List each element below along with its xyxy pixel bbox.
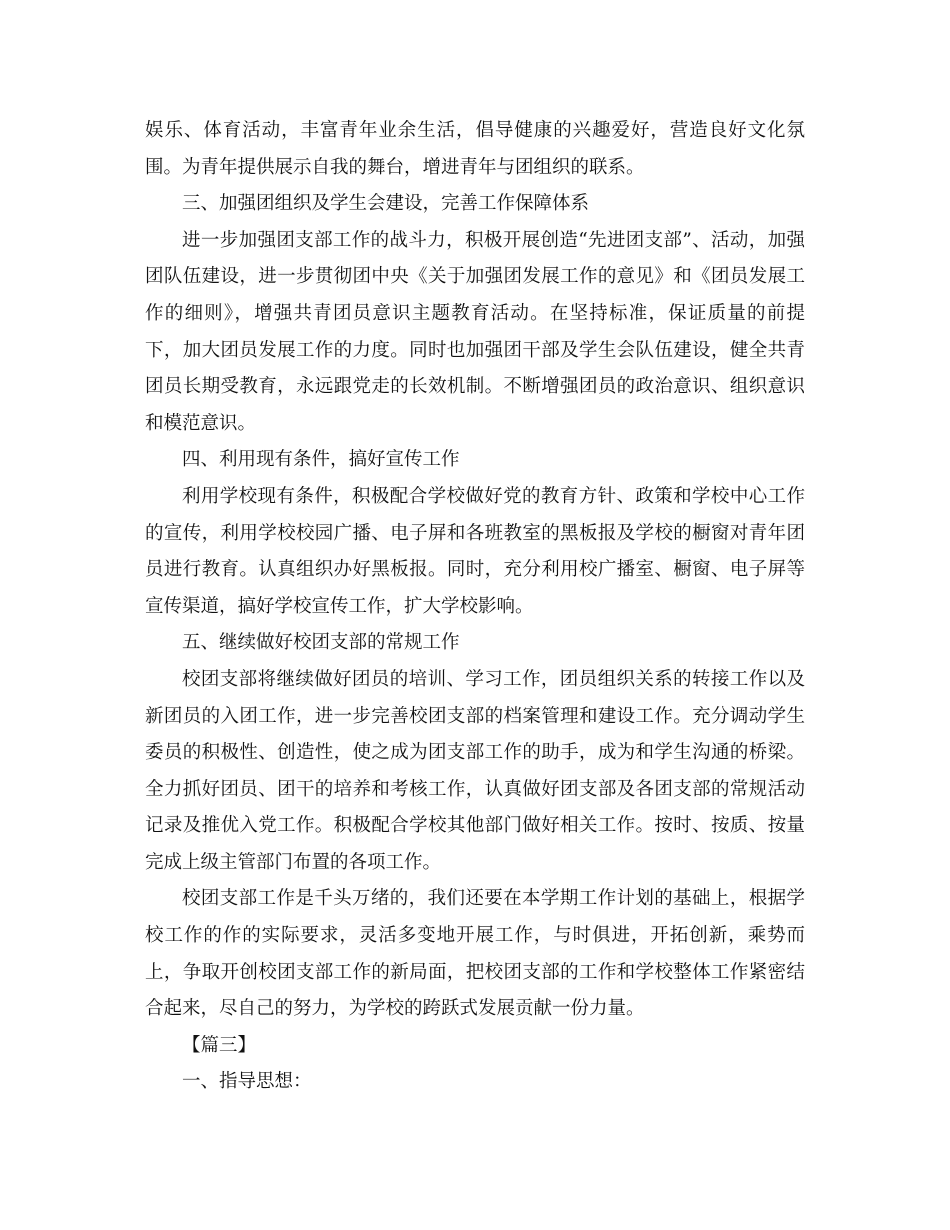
body-line: 记录及推优入党工作。积极配合学校其他部门做好相关工作。按时、按质、按量 (145, 815, 805, 837)
body-line: 员进行教育。认真组织办好黑板报。同时，充分利用校广播室、橱窗、电子屏等 (145, 559, 805, 581)
body-line: 利用学校现有条件，积极配合学校做好党的教育方针、政策和学校中心工作 (182, 485, 805, 507)
body-line: 校团支部工作是千头万绪的，我们还要在本学期工作计划的基础上，根据学 (182, 888, 805, 910)
body-line: 下，加大团员发展工作的力度。同时也加强团干部及学生会队伍建设，健全共青 (145, 339, 805, 361)
body-line: 团员长期受教育，永远跟党走的长效机制。不断增强团员的政治意识、组织意识 (145, 376, 805, 398)
body-line: 作的细则》，增强共青团员意识主题教育活动。在坚持标准，保证质量的前提 (145, 302, 805, 324)
body-line: 的宣传，利用学校校园广播、电子屏和各班教室的黑板报及学校的橱窗对青年团 (145, 522, 805, 544)
body-line: 宣传渠道，搞好学校宣传工作，扩大学校影响。 (145, 595, 534, 617)
section-heading: 三、加强团组织及学生会建设，完善工作保障体系 (182, 193, 590, 215)
body-line: 娱乐、体育活动，丰富青年业余生活，倡导健康的兴趣爱好，营造良好文化氛 (145, 120, 805, 141)
document-body (145, 113, 805, 1101)
section-marker: 【篇三】 (182, 1034, 257, 1056)
body-line: 团队伍建设，进一步贯彻团中央《关于加强团发展工作的意见》和《团员发展工 (145, 266, 805, 288)
body-line: 上，争取开创校团支部工作的新局面，把校团支部的工作和学校整体工作紧密结 (145, 961, 805, 983)
section-heading: 四、利用现有条件，搞好宣传工作 (182, 449, 460, 471)
body-line: 合起来，尽自己的努力，为学校的跨跃式发展贡献一份力量。 (145, 998, 645, 1020)
body-line: 进一步加强团支部工作的战斗力，积极开展创造“先进团支部”、活动，加强 (182, 229, 805, 251)
body-line: 新团员的入团工作，进一步完善校团支部的档案管理和建设工作。充分调动学生 (145, 705, 805, 727)
body-line: 校工作的作的实际要求，灵活多变地开展工作，与时俱进，开拓创新，乘势而 (145, 925, 805, 947)
body-line: 完成上级主管部门布置的各项工作。 (145, 851, 442, 873)
body-line: 校团支部将继续做好团员的培训、学习工作，团员组织关系的转接工作以及 (182, 668, 805, 690)
section-heading: 五、继续做好校团支部的常规工作 (182, 632, 460, 654)
body-line: 全力抓好团员、团干的培养和考核工作，认真做好团支部及各团支部的常规活动 (145, 778, 805, 800)
body-line: 委员的积极性、创造性，使之成为团支部工作的助手，成为和学生沟通的桥梁。 (145, 742, 805, 764)
body-line: 和模范意识。 (145, 412, 257, 434)
section-heading: 一、指导思想： (182, 1071, 312, 1093)
body-line: 围。为青年提供展示自我的舞台，增进青年与团组织的联系。 (145, 156, 645, 178)
